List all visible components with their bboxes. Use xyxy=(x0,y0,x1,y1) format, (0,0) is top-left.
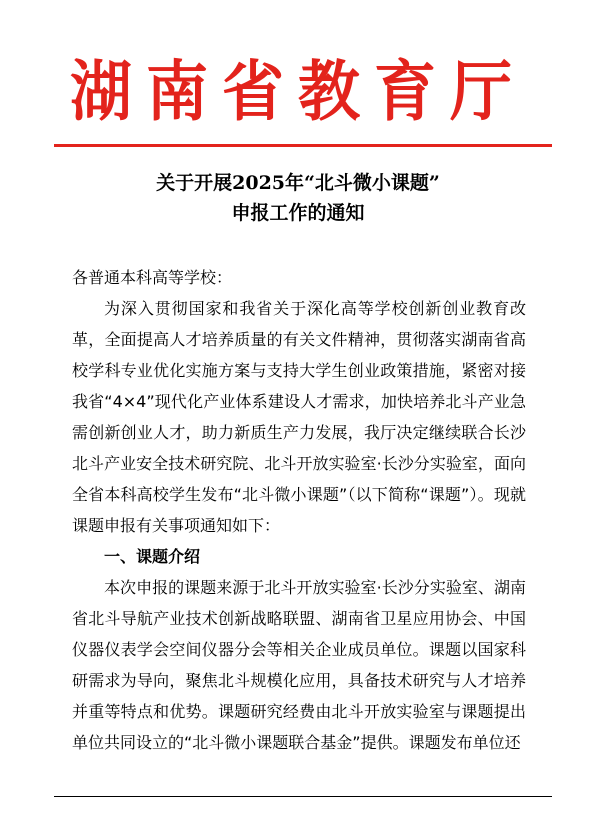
body-paragraph-1: 为深入贯彻国家和我省关于深化高等学校创新创业教育改革，全面提高人才培养质量的有关文件精神，贯彻落实湖南省高校学科专业优化实施方案与支持大学生创业政策措施，紧密对接我省“4×4”现代化产业体系建设人才需求，加快培养北斗产业急需创新创业人才，助力新质生产力发展，我厅决定继续联合长沙北斗产业安全技术研究院、北斗开放实验室·长沙分实验室，面向全省本科高校学生发布“北斗微小课题”（以下简称“课题”）。现就课题申报有关事项通知如下： xyxy=(72,299,526,535)
document-body xyxy=(72,262,526,758)
red-header-divider xyxy=(54,144,552,147)
document-title xyxy=(0,168,596,228)
issuing-org-title: 湖南省教育厅 xyxy=(69,53,526,130)
document-title-line-1: 关于开展2025年“北斗微小课题” xyxy=(156,172,440,194)
document-title-line-2: 申报工作的通知 xyxy=(231,202,365,224)
document-header xyxy=(0,52,596,132)
section-heading-1: 一、课题介绍 xyxy=(104,547,201,566)
page-bottom-rule xyxy=(54,796,552,797)
body-paragraph-2: 本次申报的课题来源于北斗开放实验室·长沙分实验室、湖南省北斗导航产业技术创新战略联盟、湖南省卫星应用协会、中国仪器仪表学会空间仪器分会等相关企业成员单位。课题以国家科研需求为导向，聚焦北斗规模化应用，具备技术研究与人才培养并重等特点和优势。课题研究经费由北斗开放实验室与课题提出单位共同设立的“北斗微小课题联合基金”提供。课题发布单位还 xyxy=(72,578,526,752)
salutation: 各普通本科高等学校： xyxy=(72,268,233,287)
